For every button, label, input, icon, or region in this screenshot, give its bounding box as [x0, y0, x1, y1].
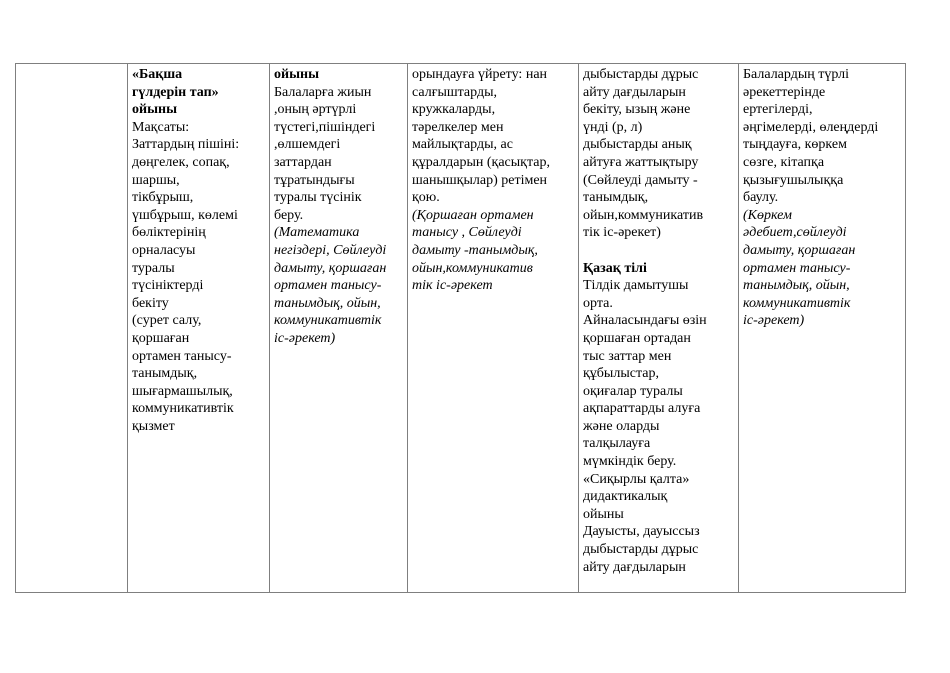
text-line: шаршы,: [132, 172, 180, 188]
text-line: (Сөйлеуді дамыту -: [583, 172, 698, 188]
cell-content: [274, 66, 403, 348]
text-line: түстегі,пішіндегі: [274, 119, 376, 135]
text-line: коммуникативтік: [132, 401, 234, 417]
text-line: негіздері, Сөйлеуді: [274, 242, 387, 258]
table-row: [16, 64, 906, 593]
text-line: танымдық,: [132, 366, 198, 382]
text-line: салғыштарды,: [412, 84, 497, 100]
text-line: ертегілерді,: [743, 102, 813, 118]
text-line: дыбыстарды дұрыс: [583, 67, 699, 82]
text-line: үнді (р, л): [583, 119, 643, 135]
text-line: ойыны: [132, 102, 177, 118]
text-line: тәрелкелер мен: [412, 119, 504, 135]
text-line: гүлдерін тап»: [132, 84, 219, 100]
text-line: үшбұрыш, көлемі: [132, 207, 238, 223]
blank-line: [583, 242, 734, 260]
text-line: оқиғалар туралы: [583, 383, 683, 399]
text-line: тұратындығы: [274, 172, 355, 188]
text-line: қоршаған ортадан: [583, 330, 691, 346]
text-line: әңгімелерді, өлеңдерді: [743, 119, 879, 135]
text-line: Балаларға жиын: [274, 84, 372, 100]
cell-content: [132, 66, 265, 435]
text-line: беру.: [274, 207, 304, 223]
text-line: танымдық,: [583, 190, 649, 206]
table-cell: [408, 64, 579, 593]
text-line: коммуникативтік: [274, 313, 382, 329]
text-line: орта.: [583, 295, 613, 311]
cell-content: [583, 66, 734, 576]
text-line: қоршаған: [132, 330, 190, 346]
table-cell: [270, 64, 408, 593]
text-line: тыңдауға, көркем: [743, 137, 847, 153]
text-line: туралы: [132, 260, 175, 276]
text-line: заттардан: [274, 154, 332, 170]
text-line: Дауысты, дауыссыз: [583, 524, 700, 540]
text-line: тік іс-әрекет): [583, 225, 661, 241]
text-line: құбылыстар,: [583, 366, 659, 382]
text-line: бекіту: [132, 295, 169, 311]
table-cell: [128, 64, 270, 593]
text-line: Заттардың пішіні:: [132, 137, 240, 153]
text-line: ортамен танысу-: [743, 260, 851, 276]
text-line: танымдық, ойын,: [743, 278, 850, 294]
text-line: танымдық, ойын,: [274, 295, 381, 311]
text-line: ,оның әртүрлі: [274, 102, 357, 118]
text-line: қызмет: [132, 418, 175, 434]
text-line: коммуникативтік: [743, 295, 851, 311]
text-line: (Математика: [274, 225, 360, 241]
text-line: ақпараттарды алуға: [583, 401, 701, 417]
text-line: майлықтарды, ас: [412, 137, 513, 153]
text-line: «Бақша: [132, 67, 183, 82]
text-line: дөңгелек, сопақ,: [132, 154, 230, 170]
text-line: әрекеттерінде: [743, 84, 826, 100]
text-line: талқылауға: [583, 436, 651, 452]
text-line: тік іс-әрекет: [412, 278, 493, 294]
text-line: дыбыстарды анық: [583, 137, 692, 153]
text-line: тікбұрыш,: [132, 190, 194, 206]
text-line: сөзге, кітапқа: [743, 154, 825, 170]
text-line: баулу.: [743, 190, 779, 206]
text-line: қызығушылыққа: [743, 172, 844, 188]
table-cell: [579, 64, 739, 593]
text-line: айту дағдыларын: [583, 559, 686, 575]
text-line: әдебиет,сөйлеуді: [743, 225, 847, 241]
plan-table: [15, 63, 906, 593]
text-line: түсініктерді: [132, 278, 204, 294]
text-line: туралы түсінік: [274, 190, 362, 206]
text-line: ойын,коммуникатив: [583, 207, 704, 223]
text-line: ойыны: [583, 506, 624, 522]
text-line: ,өлшемдегі: [274, 137, 341, 153]
text-line: Тілдік дамытушы: [583, 278, 689, 294]
text-line: орындауға үйрету: нан: [412, 67, 548, 82]
text-line: тыс заттар мен: [583, 348, 672, 364]
text-line: және оларды: [583, 418, 660, 434]
text-line: Айналасындағы өзін: [583, 313, 707, 329]
text-line: (Көркем: [743, 207, 792, 223]
text-line: айту дағдыларын: [583, 84, 686, 100]
cell-content: [412, 66, 574, 295]
text-line: ортамен танысу-: [274, 278, 382, 294]
text-line: құралдарын (қасықтар,: [412, 154, 550, 170]
text-line: іс-әрекет): [274, 330, 336, 346]
text-line: дыбыстарды дұрыс: [583, 542, 699, 558]
text-line: Мақсаты:: [132, 119, 190, 135]
text-line: ортамен танысу-: [132, 348, 232, 364]
text-line: ойыны: [274, 67, 319, 82]
table-cell: [739, 64, 906, 593]
text-line: шығармашылық,: [132, 383, 233, 399]
text-line: дамыту -танымдық,: [412, 242, 538, 258]
text-line: Балалардың түрлі: [743, 67, 850, 82]
text-line: кружкаларды,: [412, 102, 496, 118]
text-line: шанышқылар) ретімен: [412, 172, 548, 188]
text-line: іс-әрекет): [743, 313, 805, 329]
text-line: дамыту, қоршаған: [274, 260, 387, 276]
cell-content: [743, 66, 901, 330]
table-cell: [16, 64, 128, 593]
text-line: мүмкіндік беру.: [583, 454, 677, 470]
text-line: Қазақ тілі: [583, 260, 647, 276]
text-line: қою.: [412, 190, 440, 206]
text-line: ойын,коммуникатив: [412, 260, 533, 276]
text-line: танысу , Сөйлеуді: [412, 225, 522, 241]
text-line: бөліктерінің: [132, 225, 206, 241]
text-line: бекіту, ызың және: [583, 102, 691, 118]
text-line: (сурет салу,: [132, 313, 202, 329]
text-line: «Сиқырлы қалта»: [583, 471, 690, 487]
text-line: дамыту, қоршаған: [743, 242, 856, 258]
text-line: (Қоршаған ортамен: [412, 207, 534, 223]
text-line: айтуға жаттықтыру: [583, 154, 699, 170]
text-line: орналасуы: [132, 242, 196, 258]
text-line: дидактикалық: [583, 489, 668, 505]
